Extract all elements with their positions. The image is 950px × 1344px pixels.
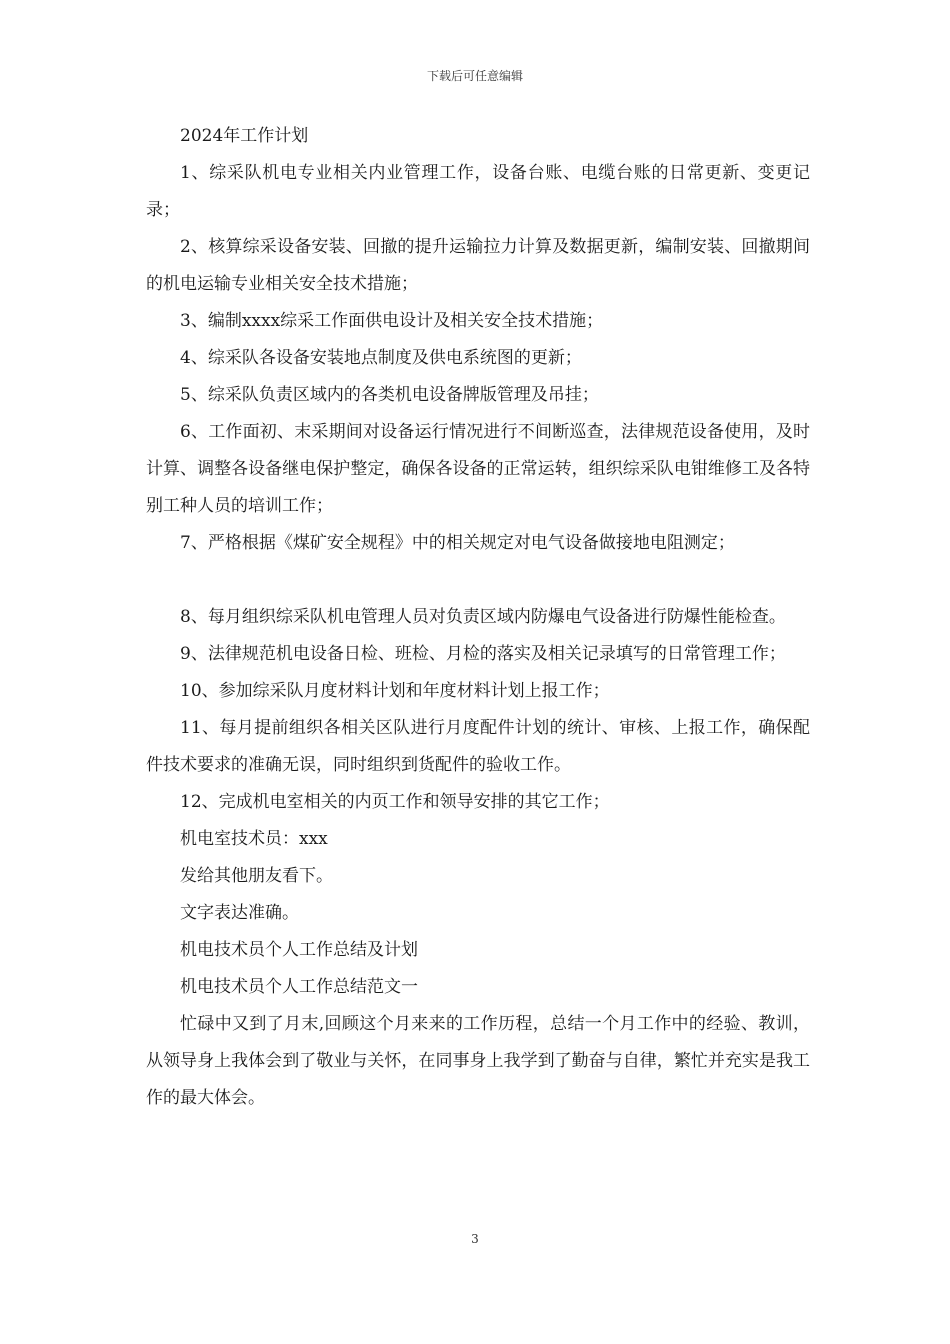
page-number: 3 [471,1232,479,1246]
plan-title: 2024年工作计划 [180,126,309,146]
document-body [146,118,810,1117]
body-paragraph: 忙碌中又到了月末,回顾这个月来来的工作历程，总结一个月工作中的经验、教训，从领导身上我体会到了敬业与关怀，在同事身上我学到了勤奋与自律，繁忙并充实是我工作的最大体会。 [146,1014,810,1108]
page-header: 下载后可任意编辑 [426,69,523,83]
paragraph-item-4: 4、综采队各设备安装地点制度及供电系统图的更新； [180,348,582,368]
paragraph-item-9: 9、法律规范机电设备日检、班检、月检的落实及相关记录填写的日常管理工作； [180,644,786,664]
section-subtitle: 机电技术员个人工作总结范文一 [180,977,418,997]
paragraph-item-3: 3、编制xxxx综采工作面供电设计及相关安全技术措施； [180,311,604,331]
paragraph-item-8: 8、每月组织综采队机电管理人员对负责区域内防爆电气设备进行防爆性能检查。 [180,607,786,627]
paragraph-item-1: 1、综采队机电专业相关内业管理工作，设备台账、电缆台账的日常更新、变更记录； [146,163,810,220]
note-line: 发给其他朋友看下。 [180,866,333,886]
paragraph-item-6: 6、工作面初、末采期间对设备运行情况进行不间断巡查，法律规范设备使用，及时计算、调整各设备继电保护整定，确保各设备的正常运转，组织综采队电钳维修工及各特别工种人员的培训工作； [146,422,810,516]
section-title: 机电技术员个人工作总结及计划 [180,940,418,960]
paragraph-item-10: 10、参加综采队月度材料计划和年度材料计划上报工作； [180,681,610,701]
paragraph-item-5: 5、综采队负责区域内的各类机电设备牌版管理及吊挂； [180,385,599,405]
blank-line [146,562,810,599]
note-line: 文字表达准确。 [180,903,299,923]
paragraph-item-11: 11、每月提前组织各相关区队进行月度配件计划的统计、审核、上报工作，确保配件技术要求的准确无误，同时组织到货配件的验收工作。 [146,718,810,775]
signature-line: 机电室技术员：xxx [180,829,328,849]
paragraph-item-12: 12、完成机电室相关的内页工作和领导安排的其它工作； [180,792,610,812]
paragraph-item-7: 7、严格根据《煤矿安全规程》中的相关规定对电气设备做接地电阻测定； [180,533,735,553]
paragraph-item-2: 2、核算综采设备安装、回撤的提升运输拉力计算及数据更新，编制安装、回撤期间的机电运输专业相关安全技术措施； [146,237,810,294]
